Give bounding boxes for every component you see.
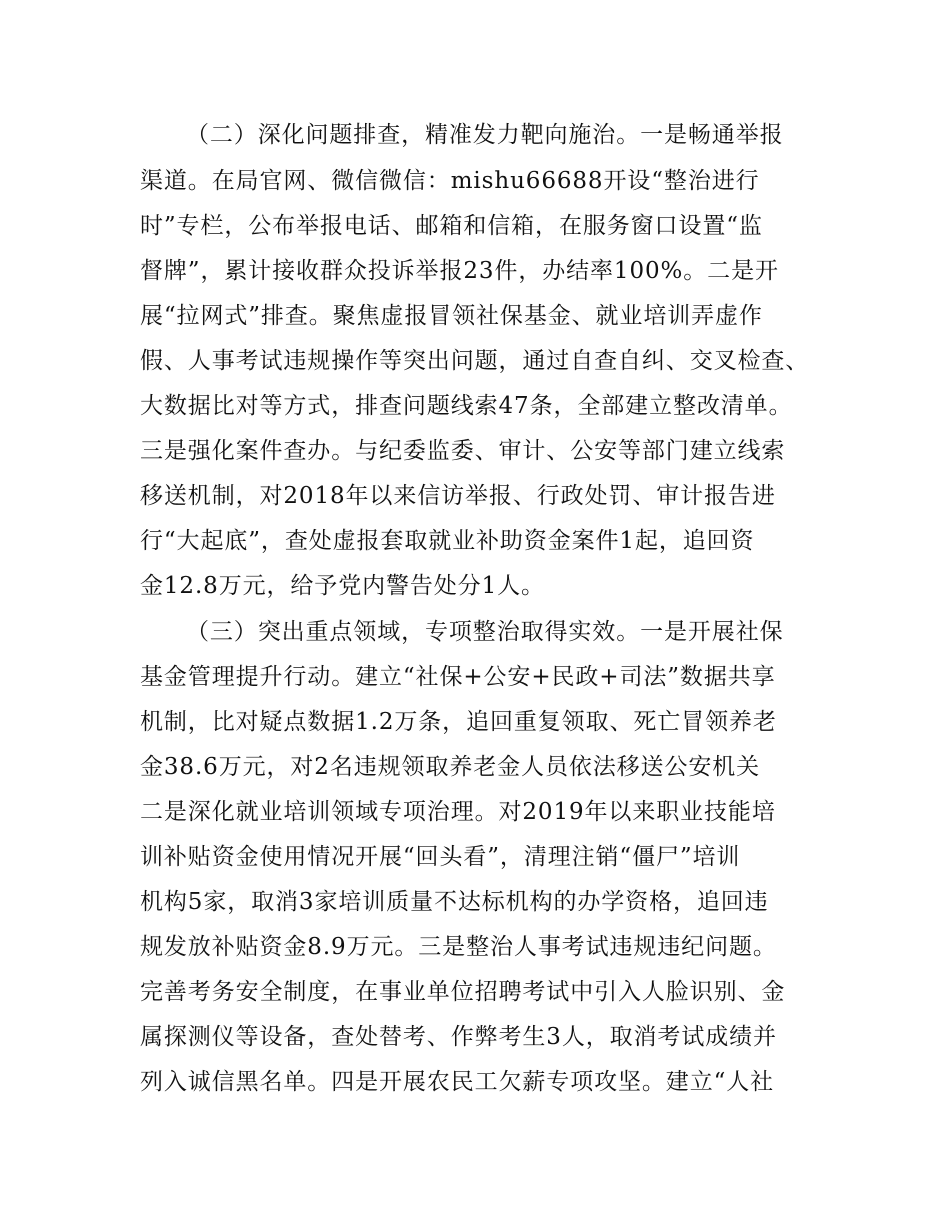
paragraph-line: 督牌”，累计接收群众投诉举报23件，办结率100%。二是开 bbox=[140, 258, 779, 284]
paragraph-line: （二）深化问题排查，精准发力靶向施治。一是畅通举报 bbox=[186, 122, 784, 148]
paragraph-line: 属探测仪等设备，查处替考、作弊考生3人，取消考试成绩并 bbox=[140, 1024, 777, 1050]
paragraph-line: 三是强化案件查办。与纪委监委、审计、公安等部门建立线索 bbox=[140, 438, 786, 464]
paragraph-line: 金38.6万元，对2名违规领取养老金人员依法移送公安机关 bbox=[140, 754, 761, 780]
paragraph-line: （三）突出重点领域，专项整治取得实效。一是开展社保 bbox=[186, 619, 784, 645]
paragraph-line: 时”专栏，公布举报电话、邮箱和信箱，在服务窗口设置“监 bbox=[140, 213, 763, 239]
paragraph-line: 完善考务安全制度，在事业单位招聘考试中引入人脸识别、金 bbox=[140, 979, 786, 1005]
paragraph-line: 假、人事考试违规操作等突出问题，通过自查自纠、交叉检查、 bbox=[140, 348, 810, 374]
paragraph-line: 金12.8万元，给予党内警告处分1人。 bbox=[140, 573, 545, 599]
paragraph-line: 二是深化就业培训领域专项治理。对2019年以来职业技能培 bbox=[140, 799, 776, 825]
paragraph-line: 列入诚信黑名单。四是开展农民工欠薪专项攻坚。建立“人社 bbox=[140, 1069, 775, 1095]
paragraph-line: 移送机制，对2018年以来信访举报、行政处罚、审计报告进 bbox=[140, 483, 776, 509]
paragraph-line: 行“大起底”，查处虚报套取就业补助资金案件1起，追回资 bbox=[140, 528, 755, 554]
paragraph-line: 渠道。在局官网、微信微信：mishu66688开设“整治进行 bbox=[140, 168, 760, 194]
paragraph-line: 规发放补贴资金8.9万元。三是整治人事考试违规违纪问题。 bbox=[140, 934, 777, 960]
paragraph-line: 机制，比对疑点数据1.2万条，追回重复领取、死亡冒领养老 bbox=[140, 709, 777, 735]
paragraph-line: 基金管理提升行动。建立“社保+公安+民政+司法”数据共享 bbox=[140, 664, 776, 690]
paragraph-line: 训补贴资金使用情况开展“回头看”，清理注销“僵尸”培训 bbox=[140, 844, 741, 870]
paragraph-line: 机构5家，取消3家培训质量不达标机构的办学资格，追回违 bbox=[140, 889, 769, 915]
paragraph-line: 展“拉网式”排查。聚焦虚报冒领社保基金、就业培训弄虚作 bbox=[140, 303, 763, 329]
paragraph-line: 大数据比对等方式，排查问题线索47条，全部建立整改清单。 bbox=[140, 393, 793, 419]
